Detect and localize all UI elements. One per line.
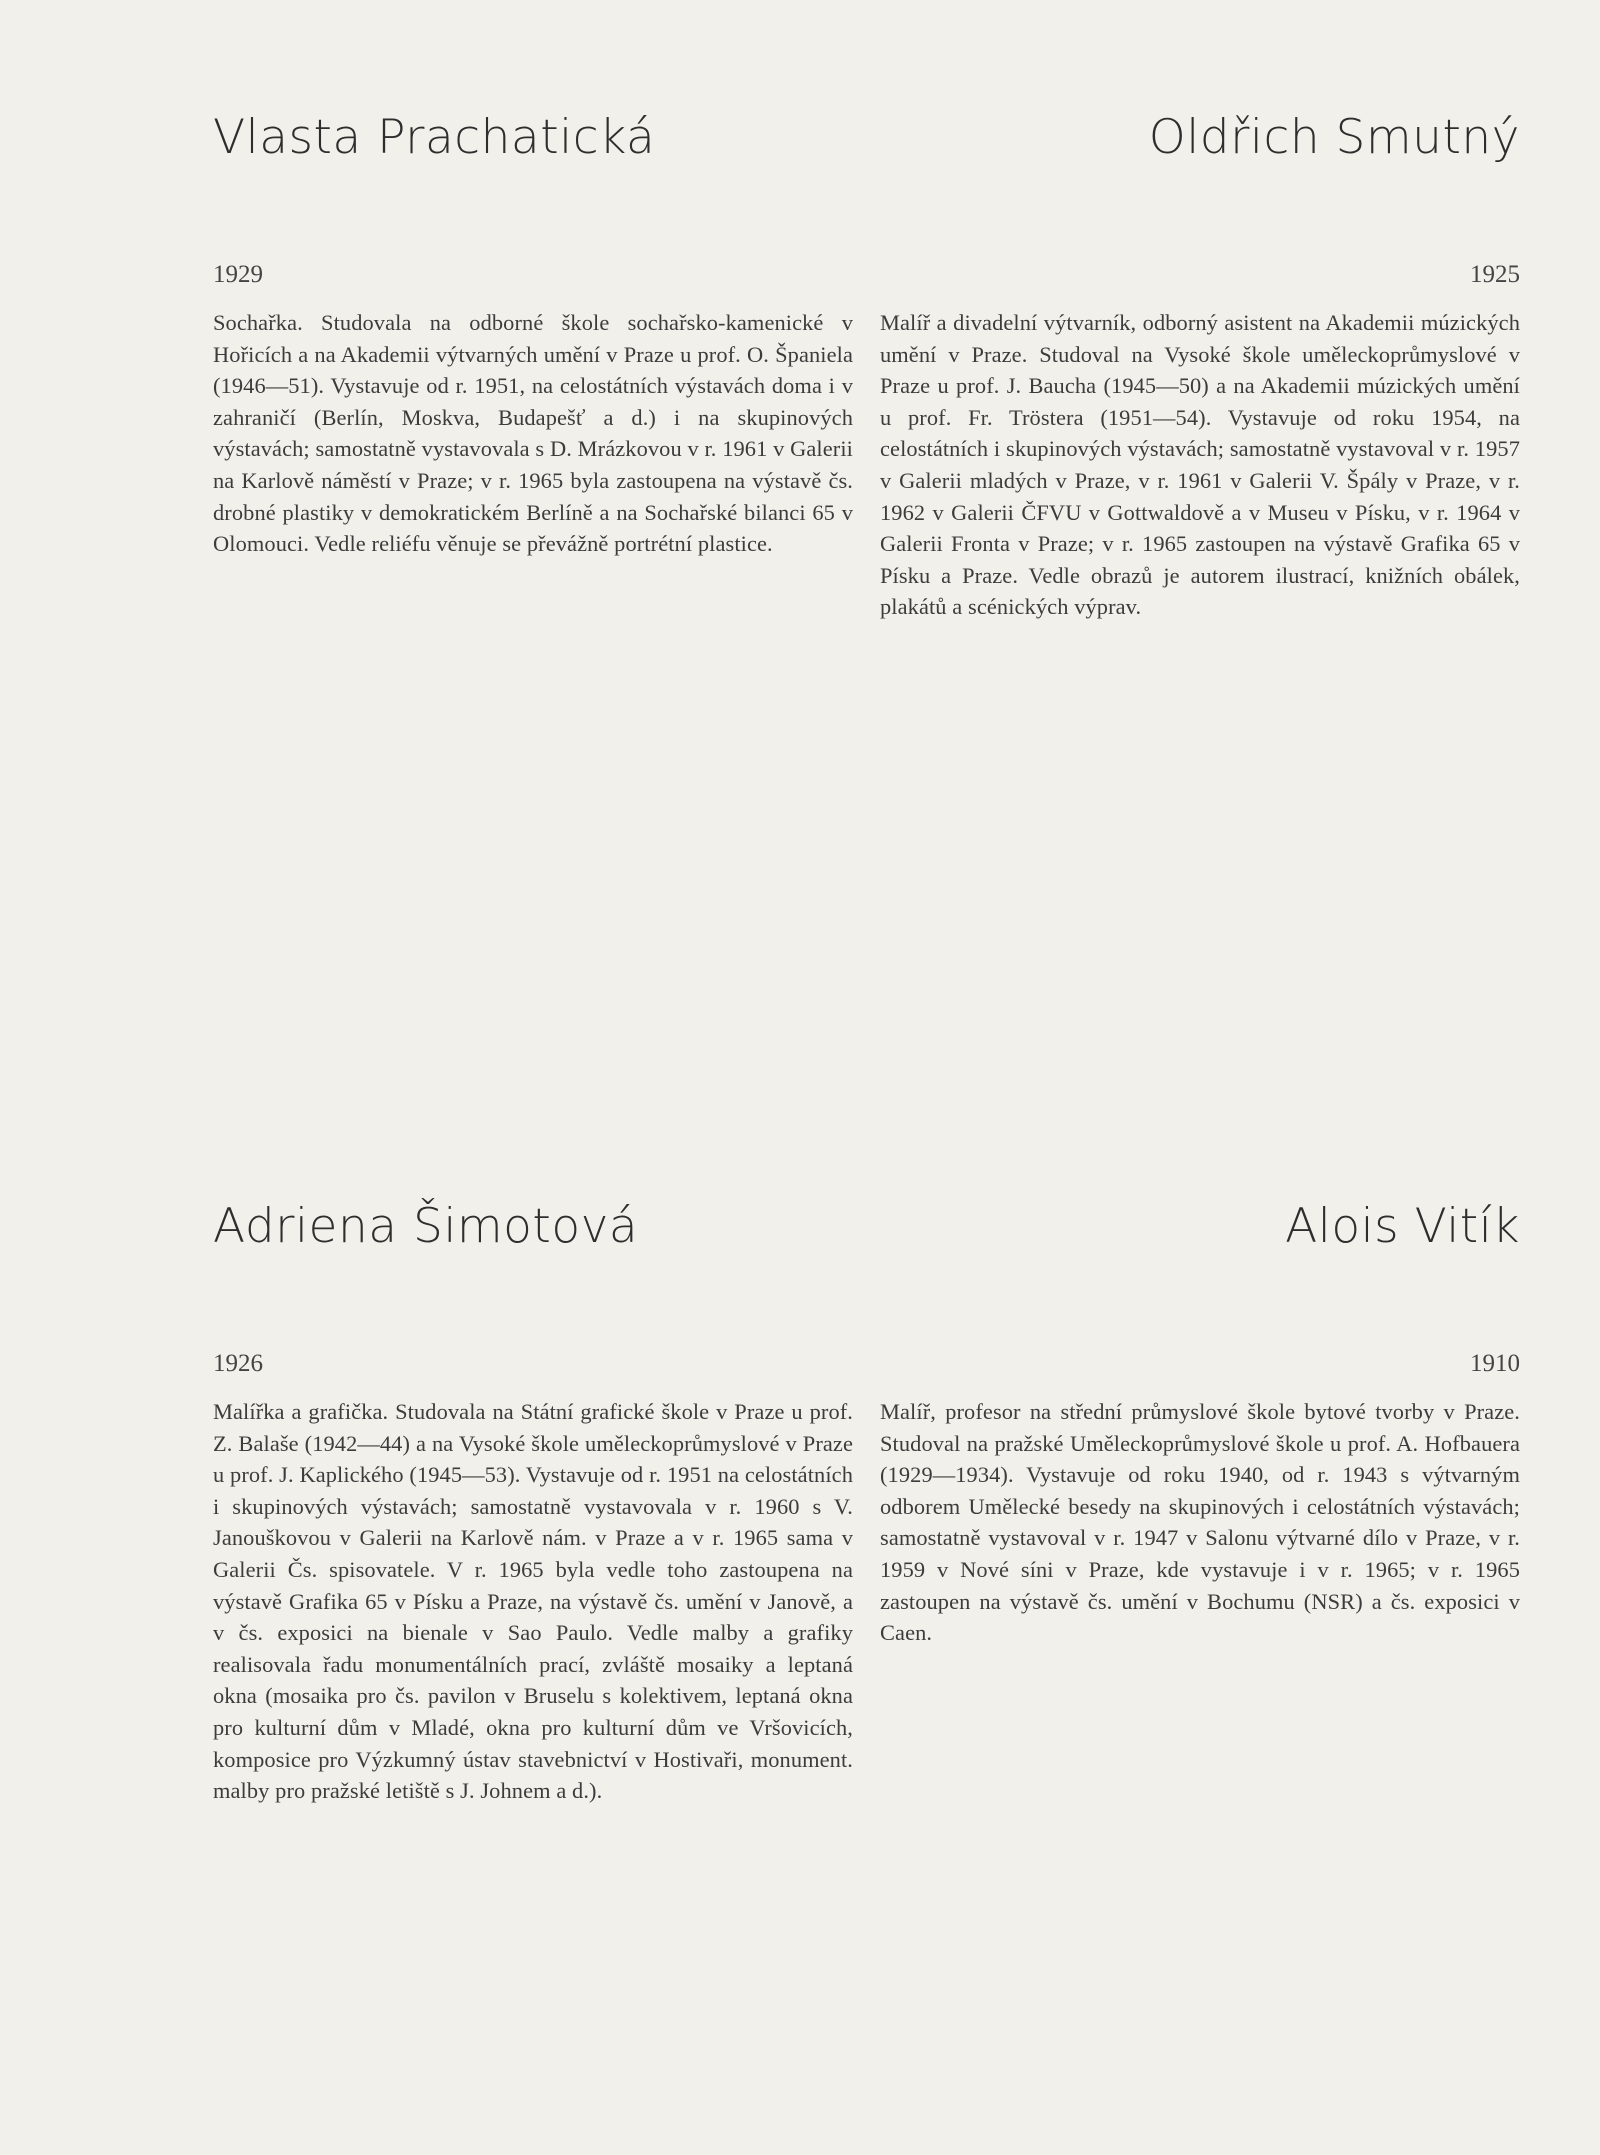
artist-biography: Malířka a grafička. Studovala na Státní grafické škole v Praze u prof. Z. Balaše (1942—44) a na Vysoké škole uměleckoprůmyslové v Praze u prof. J. Kaplického (1945—53). Vystavuje od r. 1951 na celostátních i skupinových výstavách; samostatně vystavovala v r. 1960 s V. Janouškovou v Galerii na Karlově nám. v Praze a v r. 1965 sama v Galerii Čs. spisovatele. V r. 1965 byla vedle toho zastoupena na výstavě Grafika 65 v Písku a Praze, na výstavě čs. umění v Janově, a v čs. exposici na bienale v Sao Paulo. Vedle malby a grafiky realisovala řadu monumentálních prací, zvláště mosaiky a leptaná okna (mosaika pro čs. pavilon v Bruselu s kolektivem, leptaná okna pro kulturní dům v Mladé, okna pro kulturní dům ve Vršovicích, komposice pro Výzkumný ústav stavebnictví v Hostivaři, monument. malby pro pražské letiště s J. Johnem a d.). [213, 1399, 853, 1804]
birth-year: 1926 [213, 1350, 263, 1377]
artist-entry-smutny [880, 108, 1520, 623]
artist-entry-prachaticka [213, 108, 853, 560]
artist-biography: Malíř a divadelní výtvarník, odborný asistent na Akademii múzických umění v Praze. Studoval na Vysoké škole uměleckoprůmyslové v Praze u prof. J. Baucha (1945—50) a na Akademii múzických umění u prof. Fr. Tröstera (1951—54). Vystavuje od roku 1954, na celostátních i skupinových výstavách; samostatně vystavoval v r. 1957 v Galerii mladých v Praze, v r. 1961 v Galerii V. Špály v Praze, v r. 1962 v Galerii ČFVU v Gottwaldově a v Museu v Písku, v r. 1964 v Galerii Fronta v Praze; v r. 1965 zastoupen na výstavě Grafika 65 v Písku a Praze. Vedle obrazů je autorem ilustrací, knižních obálek, plakátů a scénických výprav. [880, 310, 1520, 620]
artist-name: Alois Vitík [1285, 1199, 1520, 1254]
artist-name: Adriena Šimotová [213, 1199, 639, 1254]
artist-biography: Malíř, profesor na střední průmyslové škole bytové tvorby v Praze. Studoval na pražské Uměleckoprůmyslové škole u prof. A. Hofbauera (1929—1934). Vystavuje od roku 1940, od r. 1943 s výtvarným odborem Umělecké besedy na skupinových i celostátních výstavách; samostatně vystavoval v r. 1947 v Salonu výtvarné dílo v Praze, v r. 1959 v Nové síni v Praze, kde vystavuje i v r. 1965; v r. 1965 zastoupen na výstavě čs. umění v Bochumu (NSR) a čs. exposici v Caen. [880, 1399, 1520, 1646]
artist-biography: Sochařka. Studovala na odborné škole sochařsko-kamenické v Hořicích a na Akademii výtvarných umění v Praze u prof. O. Španiela (1946—51). Vystavuje od r. 1951, na celostátních výstavách doma i v zahraničí (Berlín, Moskva, Budapešť a d.) i na skupinových výstavách; samostatně vystavovala s D. Mrázkovou v r. 1961 v Galerii na Karlově náměstí v Praze; v r. 1965 byla zastoupena na výstavě čs. drobné plastiky v demokratickém Berlíně a na Sochařské bilanci 65 v Olomouci. Vedle reliéfu věnuje se převážně portrétní plastice. [213, 310, 853, 557]
artist-entry-vitik [880, 1197, 1520, 1649]
birth-year: 1910 [1470, 1350, 1520, 1377]
artist-entry-simotova [213, 1197, 853, 1807]
artist-name: Vlasta Prachatická [213, 110, 656, 165]
birth-year: 1929 [213, 261, 263, 288]
birth-year: 1925 [1470, 261, 1520, 288]
artist-name: Oldřich Smutný [1148, 110, 1520, 165]
